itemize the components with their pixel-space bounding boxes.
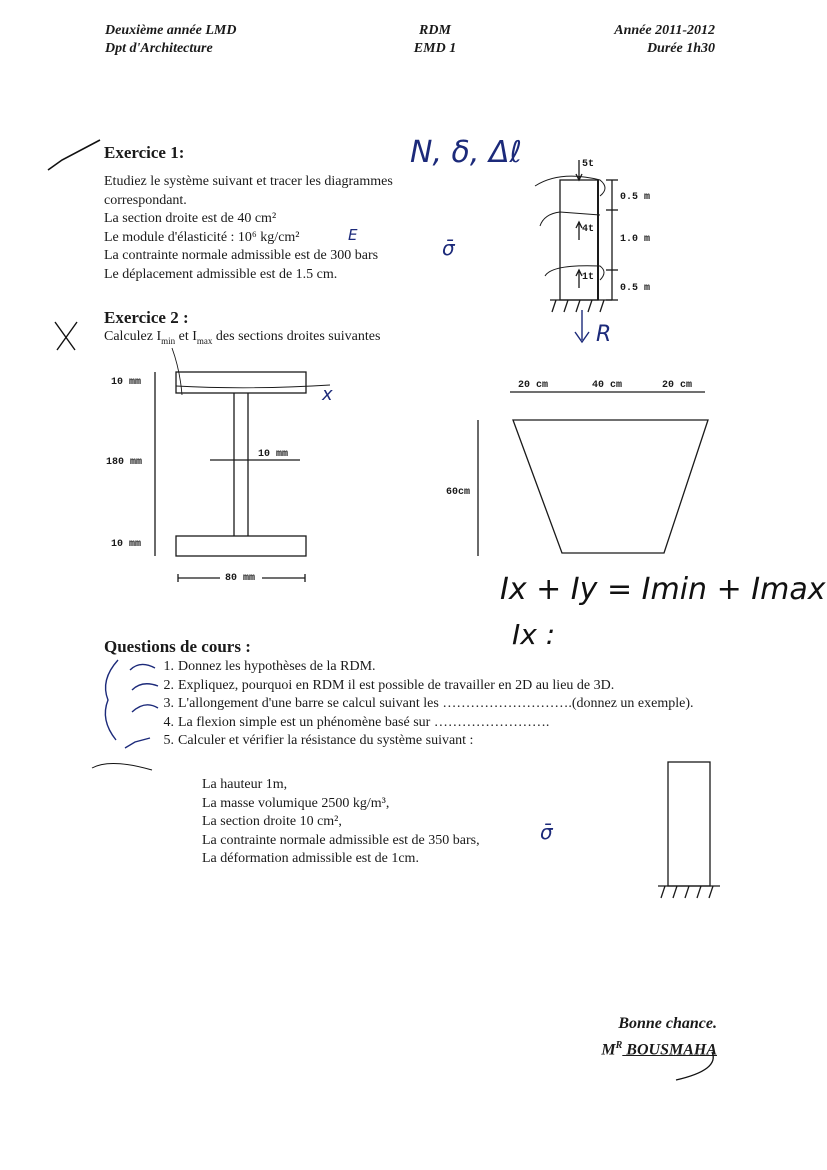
checkmark-icon [48,140,100,170]
footer-greeting: Bonne chance. [618,1015,717,1032]
exam-label: EMD 1 [413,41,457,56]
handwritten-e: E [348,226,358,244]
ibeam-diagram [155,348,330,582]
mark-line [92,763,152,770]
exercise1-line: Etudiez le système suivant et tracer les diagrammes [104,174,393,189]
length-label: 1.0 m [620,234,651,245]
exercise2-instruction: Calculez $I_{min}$ et $I_{max}$ des sections droites suivantes [104,329,381,346]
ibeam-web-thickness-dim: 10 mm [258,449,289,460]
detail-line: La contrainte normale admissible est de 350 bars, [202,832,480,848]
column-diagram [550,160,618,312]
questions-title: Questions de cours : [104,637,251,656]
duration-label: Durée 1h30 [646,41,715,56]
exercise1-line: correspondant. [104,192,187,208]
trapezoid-height-dim: 60cm [446,487,471,498]
footer-author: $M^R$ BOUSMAHA [601,1040,717,1059]
level-label: Deuxième année LMD [105,23,237,38]
question5-column [658,762,720,898]
exercise1-line: La contrainte normale admissible est de 300 bars [104,248,379,263]
subject-label: RDM [419,23,451,38]
check-icon [130,664,155,670]
trapezoid-left-dim: 20 cm [518,380,549,391]
detail-line: La masse volumique 2500 kg/m³, [202,795,390,811]
signature-mark [676,1052,713,1080]
exercise1-line: Le module d'élasticité : 10⁶ kg/cm² [104,229,300,245]
list-item: 5. Calculer et vérifier la résistance du système suivant : [163,733,474,748]
load-label: 4t [582,224,595,235]
ibeam-bottom-flange-dim: 10 mm [111,539,142,550]
ibeam-width-dim: 80 mm [222,573,258,584]
load-label: 1t [582,272,595,283]
handwritten-ix: Ix : [512,618,556,651]
check-icon [132,705,158,712]
brace-mark [105,660,118,740]
list-item: 3. L'allongement d'une barre se calcul suivant les ……………………….(donnez un exemple). [163,696,694,711]
trapezoid-right-dim: 20 cm [662,380,693,391]
list-item: 2. Expliquez, pourquoi en RDM il est possible de travailler en 2D au lieu de 3D. [163,677,615,693]
exercise2-title: Exercice 2 : [104,308,189,327]
ibeam-web-height-dim: 180 mm [106,457,143,468]
length-label: 0.5 m [620,192,651,203]
handwritten-formula: Ix + Iy = Imin + Imax [500,572,826,607]
handwritten-sigma: σ̄ [442,236,455,260]
handwritten-n-delta: N, δ, Δℓ [410,135,522,170]
list-item: 4. La flexion simple est un phénomène basé sur ……………………. [163,714,550,730]
handwritten-x: x [322,384,333,405]
handwritten-r: R [596,322,612,347]
cross-mark-icon [55,322,77,350]
load-label: 5t [582,159,595,170]
department-label: Dpt d'Architecture [105,41,213,56]
length-label: 0.5 m [620,283,651,294]
handwritten-sigma-q5: σ̄ [540,820,553,844]
detail-line: La section droite 10 cm², [202,814,342,829]
ibeam-top-flange-dim: 10 mm [111,377,142,388]
check-icon [132,684,158,690]
trapezoid-mid-dim: 40 cm [592,380,623,391]
exercise1-line: Le déplacement admissible est de 1.5 cm. [104,266,338,282]
handwritten-section-cuts [535,176,605,280]
exercise1-line: La section droite est de 40 cm² [104,211,277,226]
check-icon [125,738,150,748]
year-label: Année 2011-2012 [614,23,715,38]
trapezoid-diagram [478,392,708,556]
exercise1-title: Exercice 1: [104,143,185,162]
list-item: 1. Donnez les hypothèses de la RDM. [163,659,376,674]
detail-line: La hauteur 1m, [202,777,288,792]
detail-line: La déformation admissible est de 1cm. [202,851,419,866]
